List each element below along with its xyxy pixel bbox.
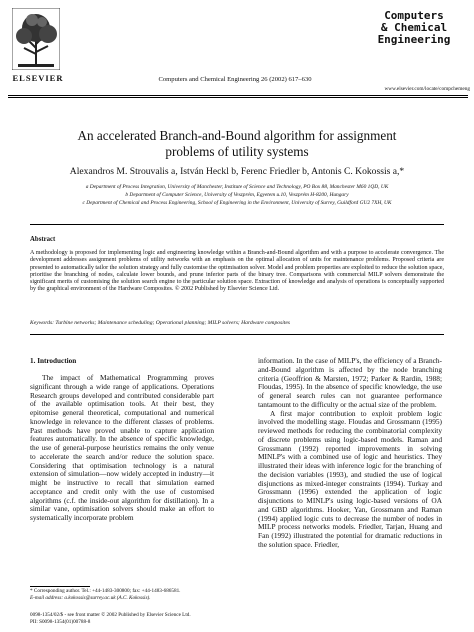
journal-reference: Computers and Chemical Engineering 26 (2002) 617–630 [158, 76, 312, 83]
journal-url-link[interactable]: www.elsevier.com/locate/compchemeng [384, 86, 470, 92]
abstract-bottom-rule [30, 334, 444, 335]
keywords: Keywords: Turbine networks; Maintenance scheduling; Operational planning; MILP solvers; Hardware composites [30, 320, 290, 326]
publisher-logo-text: ELSEVIER [12, 73, 64, 83]
title-line: problems of utility systems [165, 144, 309, 159]
header-rule-thin [8, 97, 468, 98]
affiliation: a Department of Process Integration, University of Manchester, Institute of Science and Technology, PO Box 88, Manchester M60 1QD, UK [85, 184, 389, 190]
journal-title [361, 10, 467, 46]
journal-title-line: Computers [384, 9, 444, 22]
right-column [258, 357, 442, 550]
abstract-text: A methodology is proposed for implementing logic and engineering knowledge within a Branch-and-Bound algorithm and with a purpose to accelerate convergence. The development addresses assignment problems of utility networks with an emphasis on the optimal allocation of units for maintenance problems. Proposed criteria are presented to automatically tailor the solution strategy and fully customise the optimisation solver. Model and problem properties are exploited to reduce the solution space, prioritise the branching of nodes, calculate lower bounds, and prune inferior parts of the binary tree. Comparisons with commercial MILP solvers demonstrate the significant merits of customising the solution search engine to the particular solution space. Extraction of knowledge and analysis of operations is conceptually supported by the graphical environment of the Hardware Composites. © 2002 Published by Elsevier Science Ltd. [30, 250, 444, 293]
paragraph: The impact of Mathematical Programming proves significant through a wide range of applications. Operations Research groups developed and contributed considerable part of the available optimisation tools. At their best, they epitomise general theoretical, computational and numerical knowledge in relevance to the different classes of problems. Past methods have proved unable to capture application features automatically. In the absence of specific knowledge, the use of general-purpose heuristics remains the only venue to accelerate the search and/or reduce the solution space. Considering that optimisation technology is a natural extension of simulation—now widely accepted in industry—it might be instructive to recall that simulation earned acceptance and credit only with the use of customised algorithms (c.f. the inside-out algorithm for distillation). In a similar vane, optimisation solvers should make an effort to systematically incorporate problem [30, 373, 214, 522]
pii-line: PII: S0098-1354(01)00788-8 [30, 618, 91, 625]
footnote-email: E-mail address: a.kokossis@surrey.ac.uk (A.C. Kokossis). [30, 594, 151, 601]
abstract-heading: Abstract [30, 236, 56, 243]
header-rule [8, 95, 468, 96]
footnote [30, 588, 214, 601]
affiliation: b Department of Computer Science, University of Veszprém, Egyetem u.10, Veszprém H-8200, Hungary [125, 192, 349, 198]
section-heading: 1. Introduction [30, 357, 77, 365]
elsevier-logo [8, 6, 64, 90]
paragraph: A first major contribution to exploit problem logic involved the modelling stage. Floudas and Grossmann (1995) reviewed methods for reducing the combinatorial complexity of discrete problems using logic-based models. Raman and Grossmann (1992) reported improvements in solving MINLP's with a combined use of logic and heuristics. They illustrated their ideas with inference logic for the branching of the decision variables (1993), and studied the use of logical disjunctions as mixed-integer constraints (1994). Turkay and Grossmann (1996) extended the application of logic disjunctions to MINLP's using logic-based versions of OA and GBD algorithms. Hooker, Yan, Grossmann and Raman (1994) applied logic cuts to decrease the number of nodes in MILP process networks models. Friedler, Tarjan, Huang and Fan (1992) illustrated the potential for dramatic reductions in the solution space. Friedler, [258, 408, 442, 549]
authors: Alexandros M. Strouvalis a, István Heckl b, Ferenc Friedler b, Antonis C. Kokossis a,* [69, 166, 405, 177]
affiliation: c Department of Chemical and Process Engineering, School of Engineering in the Environment, University of Surrey, Guildford GU2 7XH, UK [82, 200, 392, 206]
elsevier-tree-icon [12, 8, 60, 70]
copyright-block [30, 612, 290, 625]
title-line: An accelerated Branch-and-Bound algorithm for assignment [77, 128, 397, 143]
article-title [30, 128, 444, 160]
copyright-line: 0098-1354/02/$ - see front matter © 2002 Published by Elsevier Science Ltd. [30, 612, 191, 618]
abstract-top-rule [30, 224, 444, 225]
paragraph: information. In the case of MILP's, the efficiency of a Branch-and-Bound algorithm is affected by the node branching criteria (Geoffrion & Marsten, 1972; Parker & Rardin, 1988; Floudas, 1995). In the absence of specific knowledge, the use of general search rules can not guarantee performance tantamount to the difficulty or the actual size of the problem. [258, 356, 442, 409]
footnote-rule [30, 586, 90, 587]
journal-title-line: & Chemical [380, 21, 448, 34]
footnote-line: * Corresponding author. Tel.: +44-1483-300800; fax: +44-1483-686581. [30, 588, 181, 594]
left-column [30, 374, 214, 523]
journal-title-line: Engineering [377, 33, 451, 46]
